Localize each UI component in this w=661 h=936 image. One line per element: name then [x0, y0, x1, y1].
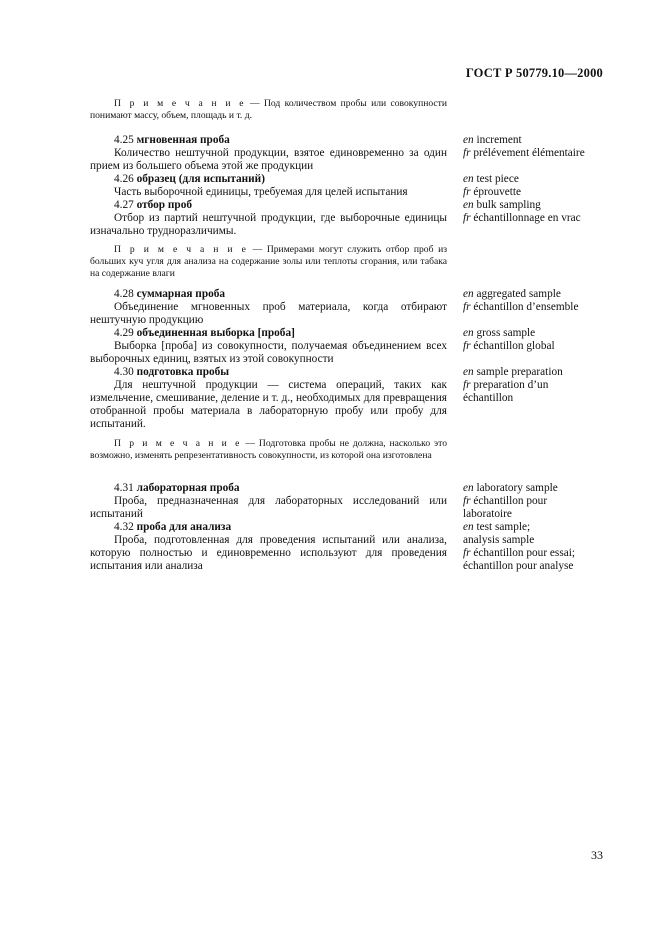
- term-definition: Проба, предназначенная для лабораторных исследований или испытаний: [90, 495, 447, 520]
- entry-4-31: 4.31 лабораторная проба Проба, предназначенная для лабораторных исследований или испытаний: [90, 482, 447, 520]
- term-definition: Выборка [проба] из совокупности, получаемая объединением всех выборочных единиц, взятых из этой совокупности: [90, 340, 447, 365]
- term-definition: Часть выборочной единицы, требуемая для целей испытания: [114, 186, 408, 198]
- term-title: мгновенная проба: [136, 134, 230, 146]
- equivalents-4-30: en sample preparation fr preparation d’un échantillon: [463, 366, 563, 404]
- note-1: П р и м е ч а н и е — Под количеством пробы или совокупности понимают массу, объем, площадь и т. д.: [90, 98, 447, 121]
- term-definition: Отбор из партий нештучной продукции, где выборочные единицы изначально трудноразличимы.: [90, 212, 447, 237]
- note-2: П р и м е ч а н и е — Примерами могут служить отбор проб из больших куч угля для анализа на содержание золы или теплоты сгорания, или табака на содержание влаги: [90, 244, 448, 279]
- term-title: лабораторная проба: [136, 482, 240, 494]
- equivalents-4-31: en laboratory sample fr échantillon pour laboratoire: [463, 482, 558, 520]
- term-title: подготовка пробы: [136, 366, 230, 378]
- entry-4-30: 4.30 подготовка пробы Для нештучной продукции — система операций, таких как измельчение, смешивание, деление и т. д., необходимых для превращения отобранной пробы материала в лабораторную пробу или пробу для испытаний.: [90, 366, 447, 430]
- term-title: образец (для испытаний): [136, 173, 265, 185]
- entry-4-32: 4.32 проба для анализа Проба, подготовленная для проведения испытаний или анализа, которую полностью и единовременно используют для проведения испытания или анализа: [90, 521, 447, 572]
- entry-4-26: 4.26 образец (для испытаний) Часть выборочной единицы, требуемая для целей испытания: [90, 173, 447, 199]
- equivalents-4-25: en increment fr prélévement élémentaire: [463, 134, 585, 159]
- term-definition: Проба, подготовленная для проведения испытаний или анализа, которую полностью и единовременно используют для проведения испытания или анализа: [90, 534, 447, 572]
- term-definition: Для нештучной продукции — система операций, таких как измельчение, смешивание, деление и т. д., необходимых для превращения отобранной пробы материала в лабораторную пробу или пробу для испытаний.: [90, 379, 447, 430]
- entry-4-27: 4.27 отбор проб Отбор из партий нештучной продукции, где выборочные единицы изначально трудноразличимы.: [90, 199, 447, 237]
- term-definition: Количество нештучной продукции, взятое единовременно за один прием из большего объема этой же продукции: [90, 147, 447, 172]
- term-definition: Объединение мгновенных проб материала, когда отбирают нештучную продукцию: [90, 301, 447, 326]
- entry-4-25: 4.25 мгновенная проба Количество нештучной продукции, взятое единовременно за один прием из большего объема этой же продукции: [90, 134, 447, 172]
- equivalents-4-27: en bulk sampling fr échantillonnage en vrac: [463, 199, 581, 224]
- equivalents-4-28: en aggregated sample fr échantillon d’ensemble: [463, 288, 579, 313]
- term-title: отбор проб: [136, 199, 193, 211]
- document-id: ГОСТ Р 50779.10—2000: [465, 66, 603, 80]
- term-title: объединенная выборка [проба]: [136, 327, 295, 339]
- note-3: П р и м е ч а н и е — Подготовка пробы не должна, насколько это возможно, изменять репрезентативность совокупности, из которой она изготовлена: [90, 438, 447, 461]
- entry-4-29: 4.29 объединенная выборка [проба] Выборка [проба] из совокупности, получаемая объединением всех выборочных единиц, взятых из этой совокупности: [90, 327, 447, 365]
- term-title: суммарная проба: [136, 288, 226, 300]
- entry-4-28: 4.28 суммарная проба Объединение мгновенных проб материала, когда отбирают нештучную продукцию: [90, 288, 447, 326]
- page-number: 33: [591, 848, 603, 862]
- equivalents-4-32: en test sample; analysis sample fr échantillon pour essai; échantillon pour analyse: [463, 521, 576, 572]
- term-title: проба для анализа: [136, 521, 232, 533]
- equivalents-4-26: en test piece fr éprouvette: [463, 173, 522, 198]
- equivalents-4-29: en gross sample fr échantillon global: [463, 327, 555, 352]
